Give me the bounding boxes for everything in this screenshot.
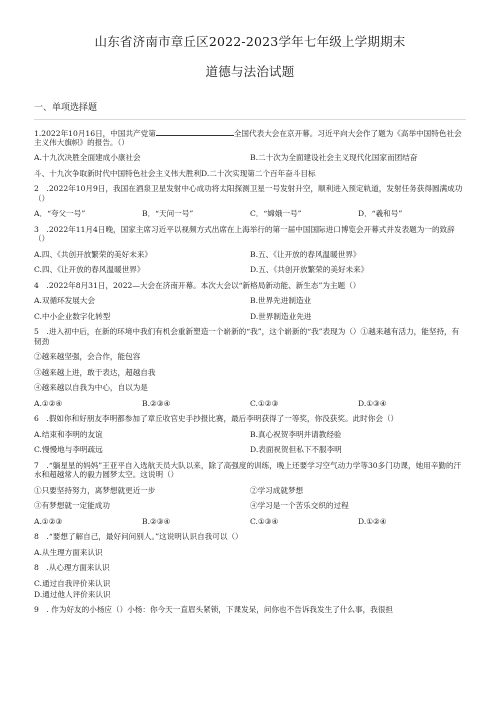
option-a: A．“夸父一号”: [34, 209, 86, 219]
statement-row: [34, 501, 466, 510]
exam-title-line1: 山东省济南市章丘区2022-2023学年七年级上学期期末: [94, 34, 406, 49]
question-2: [34, 184, 466, 218]
statement-item: ④越来越以自我为中心，自以为是: [34, 383, 148, 393]
option-d: D.五、《共创开放繁荣的美好未来》: [250, 265, 369, 275]
option-row: [34, 517, 466, 526]
option-row: [34, 430, 466, 439]
question-8-stem: 8 .“要想了解自己，最好问问别人。”这说明认识自我可以（）: [34, 532, 243, 542]
question-9: [34, 605, 466, 614]
question-5: [34, 327, 466, 408]
question-6-stem: 6 .假如你和好朋友李明都参加了章丘收官史手抄报比赛，最后李明获得了一等奖，你没获奖。此时你会（）: [34, 414, 399, 424]
option-a: A.十九次决胜全面建成小康社会: [34, 153, 141, 163]
option-c: C.慢慢地与李明疏远: [34, 445, 103, 455]
option-row: [34, 265, 466, 274]
question-1-stem-end: 全国代表大会在京开幕。习近平向大会作了题为《高举中国特色社会主义伟大旗帜》的报告。（）: [34, 128, 462, 147]
option-d: D．“羲和号”: [358, 209, 403, 219]
question-1: [34, 128, 466, 179]
option-row: [34, 250, 466, 259]
statement-item: ③越来越上进，敢于表达，超越自我: [34, 367, 156, 377]
question-7: [34, 461, 466, 526]
option-c: C.四、《让开放的春风温暖世界》: [34, 265, 145, 275]
statement-item: ②越来越坚强，会合作，能包容: [34, 352, 141, 362]
question-6: [34, 414, 466, 454]
question-7-stem: 7 .“躺星星的妈妈”王亚平自入选航天员大队以来，除了高强度的训练，晚上还要学习空气动力学等30多门功课，她用辛勤的汗水和超越常人的毅力圆梦太空。这说明（）: [34, 460, 462, 480]
option-d: D.世界制造业先进: [250, 311, 312, 321]
option-row: [34, 399, 466, 408]
statement-item: ④学习是一个苦乐交织的过程: [250, 501, 349, 511]
option-d: D.①③④: [358, 398, 387, 408]
option-row: [34, 169, 466, 178]
statement-item: ②学习成就梦想: [250, 485, 304, 495]
option-row: [34, 209, 466, 218]
section-heading: 一、单项选择题: [34, 103, 98, 114]
exam-title-line2: 道德与法治试题: [205, 63, 295, 79]
option-a: A.从生理方面来认识: [34, 547, 103, 557]
option-row: [34, 312, 466, 321]
question-1-stem-start: 1.2022年10月16日，中国共产党第: [34, 128, 156, 138]
option-d: D.表面祝贺但私下不服李明: [250, 445, 342, 455]
option-b: B．“天问一号”: [142, 209, 194, 219]
option-b: B.世界先进制造业: [250, 296, 312, 306]
option-list: [34, 579, 466, 600]
option-b: B.②③④: [142, 398, 171, 408]
option-row: [34, 445, 466, 454]
option-d: D.通过他人评价来认识: [34, 590, 111, 599]
option-c: C.中小企业数字化转型: [34, 311, 111, 321]
option-c: C.①③④: [250, 516, 279, 526]
question-9-stem: 9 . 作为好友的小杨应（）小杨：你今天一直眉头紧锁，下课发呆，问你也不告诉我发生了什么事，我很担: [34, 605, 393, 615]
question-3: [34, 225, 466, 275]
option-b: B.五、《让开放的春风温暖世界》: [250, 249, 361, 259]
section-divider: [34, 119, 466, 120]
option-a: A.①②③: [34, 516, 63, 526]
question-4-stem: 4 .2022年8月31日，2022—大会在济南开幕。本次大会以“新格局新动能、新生态”为主题（）: [34, 280, 361, 290]
option-c: C.①②③: [250, 398, 279, 408]
option-b: B.真心祝贺李明并请教经验: [250, 429, 342, 439]
option-a: A.①②④: [34, 398, 63, 408]
option-b: 8 .从心理方面来认识: [34, 563, 110, 573]
question-5-stem: 5 .进入初中后，在新的环境中我们有机会重新塑造一个崭新的“我”，这个崭新的“我”表现为（）①越来越有活力，能坚持，有韧劲: [34, 327, 460, 346]
statement-list: [34, 352, 466, 392]
option-c: C.通过自我评价来认识: [34, 578, 111, 588]
option-c-d: 斗、十九次争取新时代中国特色社会主义伟大胜利D.二十次实现第二个百年奋斗目标: [34, 168, 316, 178]
question-4: [34, 281, 466, 321]
option-row: [34, 153, 466, 162]
option-a: A.四、《共创开放繁荣的美好未来》: [34, 249, 153, 259]
option-b: B.②③④: [142, 516, 171, 526]
option-d: D.①②④: [358, 516, 387, 526]
question-2-stem: 2 .2022年10月9日，我国在酒泉卫星发射中心成功将太阳探测卫星一号发射升空，顺利进入预定轨道，发射任务获得圆满成功（）: [34, 184, 463, 203]
option-b: B.二十次为全面建设社会主义现代化国家而团结奋: [250, 153, 418, 163]
option-a: A.结束和李明的友谊: [34, 429, 103, 439]
question-8: [34, 532, 466, 599]
statement-row: [34, 486, 466, 495]
option-c: C．“嫦娥一号”: [250, 209, 302, 219]
option-row: [34, 296, 466, 305]
question-3-stem: 3 .2022年11月4日晚，国家主席习近平以视频方式出席在上海举行的第一届中国国际进口博览会开幕式并发表题为一的致辞（）: [34, 224, 455, 244]
statement-item: ①只要坚持努力，离梦想就更近一步: [34, 485, 156, 495]
option-list: [34, 548, 466, 573]
statement-item: ③有梦想就一定能成功: [34, 501, 110, 511]
answer-blank: [156, 128, 234, 136]
question-1-stem: [34, 128, 466, 148]
option-a: A.双循环发展大会: [34, 296, 96, 306]
